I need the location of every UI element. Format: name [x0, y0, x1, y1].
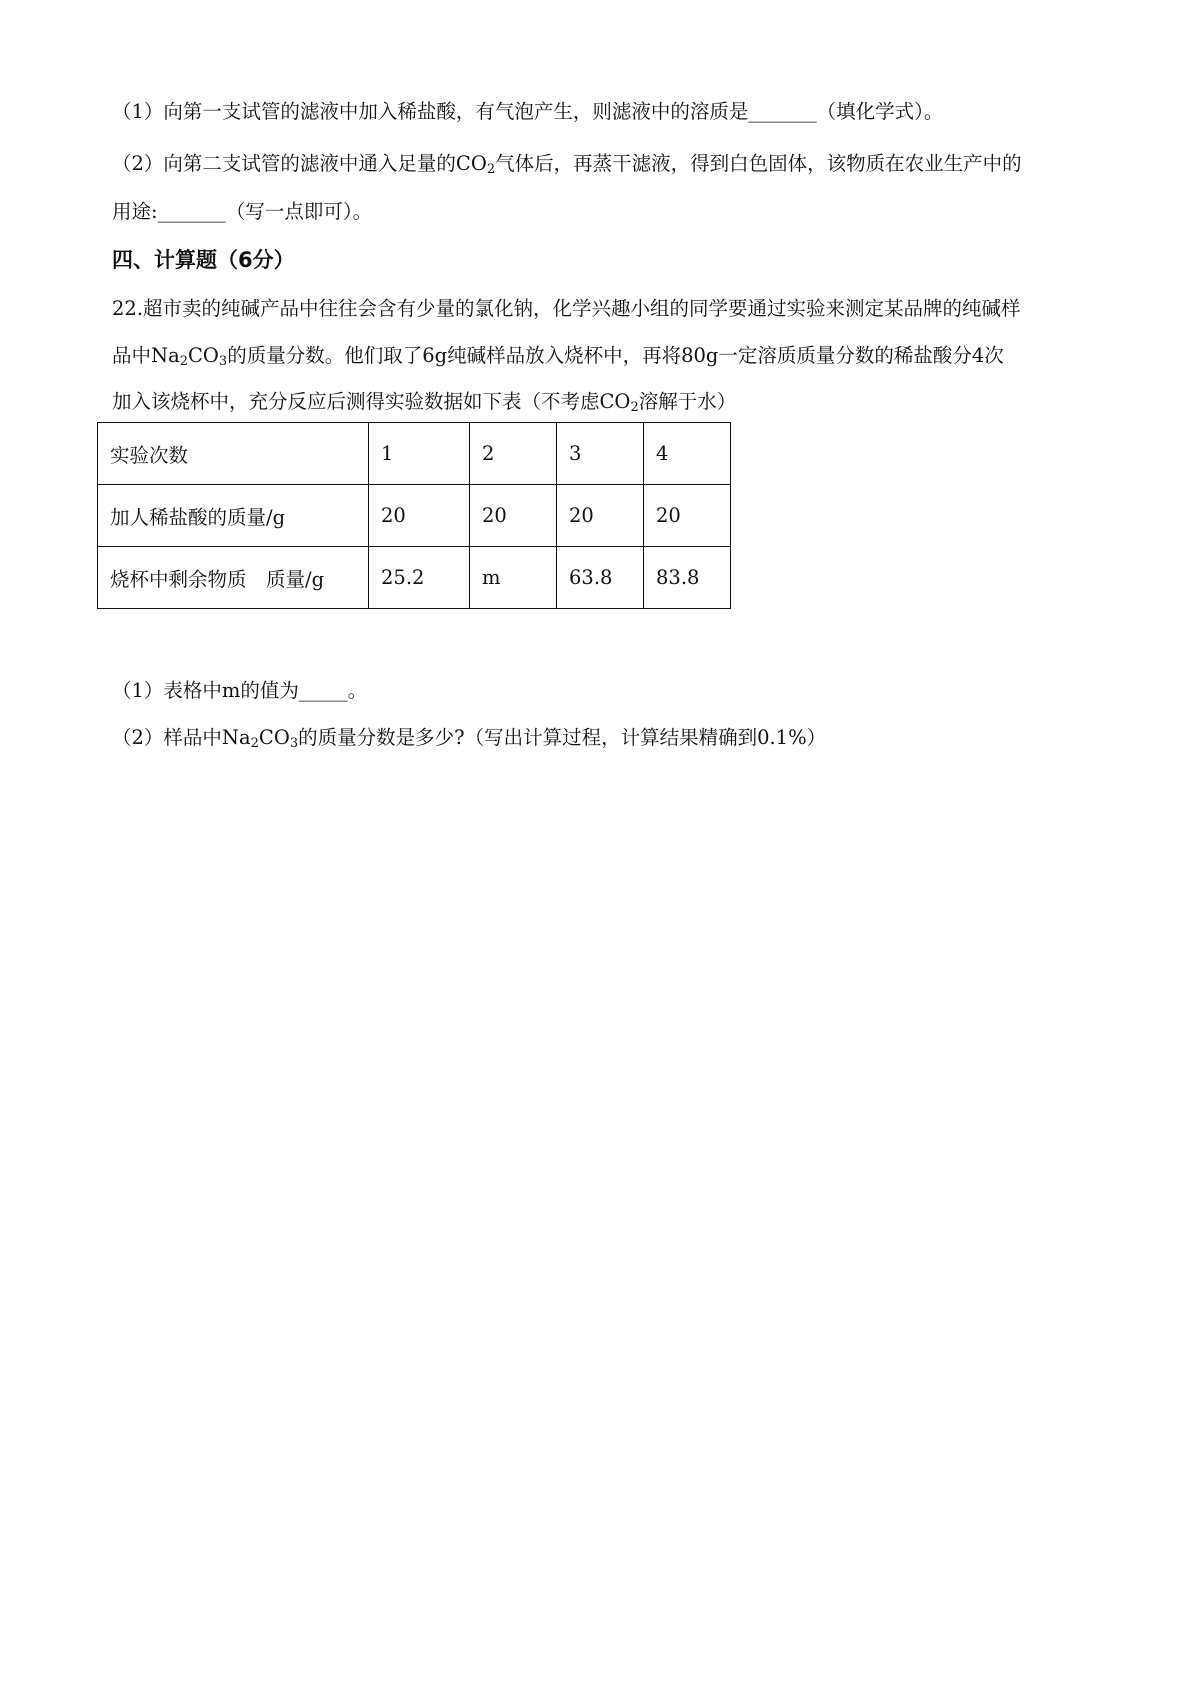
na2co3-formula: [222, 726, 298, 749]
table-row: [98, 423, 731, 485]
co2-main: CO: [599, 390, 631, 413]
co2-formula: [456, 152, 495, 175]
co-main: CO: [258, 726, 290, 749]
table-row: [98, 485, 731, 547]
q22-line2-prefix: 品中: [112, 344, 152, 367]
na-main: Na: [151, 344, 180, 367]
q22-line2: [112, 342, 1004, 370]
table-cell: 加人稀盐酸的质量/g: [98, 485, 369, 547]
q22-sub1: [112, 677, 367, 705]
na2co3-formula: [151, 344, 227, 367]
q22-sub1-suffix: 。: [347, 679, 368, 702]
table-row: [98, 547, 731, 609]
q22-sub2-suffix: 的质量分数是多少?（写出计算过程，计算结果精确到0.1%）: [298, 726, 827, 749]
table-cell: 1: [369, 423, 470, 485]
section-heading: 四、计算题（6分）: [112, 248, 295, 272]
q21-part1-prefix: （1）向第一支试管的滤液中加入稀盐酸，有气泡产生，则滤液中的溶质是: [112, 100, 749, 123]
table-cell: 3: [557, 423, 644, 485]
q22-line3-suffix: 溶解于水）: [638, 390, 737, 413]
table-cell: 20: [470, 485, 557, 547]
q22-line3-prefix: 加入该烧杯中，充分反应后测得实验数据如下表（不考虑: [112, 390, 600, 413]
co2-formula: [600, 390, 639, 413]
q22-line2-suffix: 的质量分数。他们取了6g纯碱样品放入烧杯中，再将80g一定溶质质量分数的稀盐酸分4次: [227, 344, 1004, 367]
table-cell: 实验次数: [98, 423, 369, 485]
na-main: Na: [221, 726, 251, 749]
table-cell: 烧杯中剩余物质 质量/g: [98, 547, 369, 609]
co-subscript: 3: [218, 354, 228, 369]
q21-part2-line1: [112, 150, 1022, 178]
q22-sub2-prefix: （2）样品中: [112, 726, 222, 749]
table-cell: 20: [644, 485, 731, 547]
q21-part2-blank: _______: [157, 200, 226, 223]
q22-sub1-blank: _____: [298, 679, 348, 702]
q22-sub2: [112, 724, 826, 752]
co2-subscript: 2: [486, 162, 496, 177]
na-subscript: 2: [179, 354, 188, 369]
q21-part1-blank: _______: [748, 100, 817, 123]
q21-part2-line2-suffix: （写一点即可）。: [225, 200, 373, 223]
q21-part1-suffix: （填化学式）。: [816, 100, 944, 123]
q21-part2-line1-prefix: （2）向第二支试管的滤液中通入足量的: [112, 152, 456, 175]
table-cell: 63.8: [557, 547, 644, 609]
q21-part2-line2: [112, 198, 372, 226]
q21-part1: [112, 98, 943, 126]
table-cell: 20: [369, 485, 470, 547]
q21-part2-line1-suffix: 气体后，再蒸干滤液，得到白色固体，该物质在农业生产中的: [495, 152, 1022, 175]
na-subscript: 2: [250, 736, 259, 751]
experiment-data-table: [97, 422, 731, 609]
table-cell: m: [470, 547, 557, 609]
co-subscript: 3: [289, 736, 299, 751]
table-cell: 4: [644, 423, 731, 485]
q22-line3: [112, 388, 736, 416]
table-cell: 25.2: [369, 547, 470, 609]
q22-sub1-prefix: （1）表格中m的值为: [112, 679, 299, 702]
table-cell: 83.8: [644, 547, 731, 609]
q21-part2-line2-prefix: 用途:: [112, 200, 158, 223]
co2-subscript: 2: [630, 400, 639, 415]
co2-main: CO: [455, 152, 487, 175]
co-main: CO: [188, 344, 219, 367]
table-cell: 2: [470, 423, 557, 485]
q22-line1: 22.超市卖的纯碱产品中往往会含有少量的氯化钠，化学兴趣小组的同学要通过实验来测定某品牌的纯碱样: [112, 297, 1021, 320]
table-cell: 20: [557, 485, 644, 547]
